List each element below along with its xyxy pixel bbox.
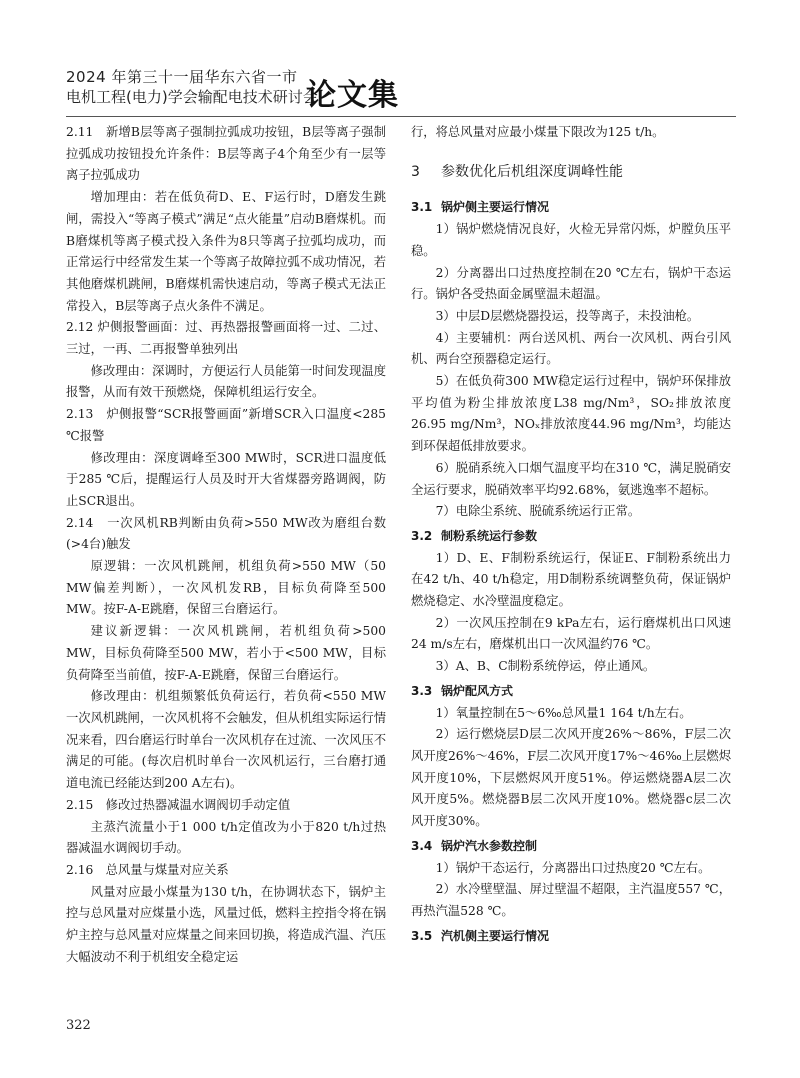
conference-title-line2: 电机工程(电力)学会输配电技术研讨会 [66,88,318,106]
paragraph: 1）锅炉干态运行，分离器出口过热度20 ℃左右。 [435,860,711,875]
heading-text: 参数优化后机组深度调峰性能 [441,163,623,180]
header-rule [66,116,736,117]
subsection-heading [411,681,731,703]
subsection-heading [411,526,731,548]
paragraph: 风量对应最小煤量为130 t/h，在协调状态下，锅炉主控与总风量对应煤量小选，风量过低，燃料主控指令将在锅炉主控与总风量对应煤量之间来回切换，将造成汽温、汽压大幅波动不利于机组安全稳定运 [66,884,386,964]
clause-heading: 2.16 总风量与煤量对应关系 [66,862,229,877]
paragraph: 3）中层D层燃烧器投运，投等离子，未投油枪。 [435,308,700,323]
heading-number: 3 [411,163,420,180]
paragraph: 修改理由：机组频繁低负荷运行，若负荷<550 MW一次风机跳闸，一次风机将不会触发，但从机组实际运行情况来看，四台磨运行时单台一次风机存在过流、一次风压不满足的可能。(每次启机时单台一次风机运行，三台磨打通道电流已经能达到200 A左右)。 [66,689,386,791]
subsection-heading [411,926,731,948]
paragraph: 5）在低负荷300 MW稳定运行过程中，锅炉环保排放平均值为粉尘排放浓度L38 mg/Nm³，SO₂排放浓度26.95 mg/Nm³，NOₓ排放浓度44.96 mg/Nm³，均能达到环保超低排放要求。 [411,374,731,454]
paragraph: 3）A、B、C制粉系统停运，停止通风。 [435,659,656,674]
right-column [411,122,731,947]
clause-heading: 2.11 新增B层等离子强制拉弧成功按钮，B层等离子强制拉弧成功按钮投允许条件：B层等离子4个角至少有一层等离子拉弧成功 [66,125,386,183]
clause-heading: 2.12 炉侧报警画面：过、再热器报警画面将一过、二过、三过，一再、二再报警单独列出 [66,320,386,357]
paragraph: 7）电除尘系统、脱硫系统运行正常。 [435,504,641,519]
clause-heading: 行，将总风量对应最小煤量下限改为125 t/h。 [411,125,665,139]
heading-text: 锅炉侧主要运行情况 [441,200,550,215]
heading-text: 制粉系统运行参数 [441,528,538,543]
paragraph: 1）D、E、F制粉系统运行，保证E、F制粉系统出力在42 t/h、40 t/h稳定，用D制粉系统调整负荷，保证锅炉燃烧稳定、水冷壁温度稳定。 [411,550,731,609]
paragraph: 2）水冷壁壁温、屏过壁温不超限，主汽温度557 ℃，再热汽温528 ℃。 [411,882,731,918]
page-header [66,66,746,118]
heading-text: 汽机侧主要运行情况 [441,928,550,943]
section-heading [411,162,731,184]
proceedings-label: 论文集 [306,78,399,113]
heading-number: 3.1 [411,200,433,215]
clause-heading: 2.14 一次风机RB判断由负荷>550 MW改为磨组台数(>4台)触发 [66,515,386,552]
heading-number: 3.3 [411,683,433,698]
subsection-heading [411,836,731,858]
conference-title-line1: 2024 年第三十一届华东六省一市 [66,68,298,86]
left-column [66,122,386,968]
clause-heading: 2.13 炉侧报警“SCR报警画面”新增SCR入口温度<285 ℃报警 [66,407,386,443]
paragraph: 主蒸汽流量小于1 000 t/h定值改为小于820 t/h过热器减温水调阀切手动。 [66,819,386,856]
heading-text: 锅炉汽水参数控制 [441,838,538,853]
page-number: 322 [66,1018,91,1033]
heading-number: 3.5 [411,928,433,943]
clause-heading: 2.15 修改过热器减温水调阀切手动定值 [66,797,291,812]
paragraph: 原逻辑：一次风机跳闸，机组负荷>550 MW（50 MW偏差判断），一次风机发RB，目标负荷降至500 MW。按F-A-E跳磨，保留三台磨运行。 [66,559,386,617]
paragraph: 6）脱硝系统入口烟气温度平均在310 ℃，满足脱硝安全运行要求，脱硝效率平均92.68%，氨逃逸率不超标。 [411,460,731,497]
heading-text: 锅炉配风方式 [441,683,514,698]
paragraph: 2）一次风压控制在9 kPa左右，运行磨煤机出口风速24 m/s左右，磨煤机出口一次风温约76 ℃。 [411,615,731,652]
paragraph: 建议新逻辑：一次风机跳闸，若机组负荷>500 MW，目标负荷降至500 MW，若小于<500 MW，目标负荷降至当前值，按F-A-E跳磨，保留三台磨运行。 [66,624,386,682]
heading-number: 3.4 [411,838,433,853]
paragraph: 2）运行燃烧层D层二次风开度26%～86%，F层二次风开度26%～46%，F层二次风开度17%～46‰上层燃烬风开度10%，下层燃烬风开度51%。停运燃烧器A层二次风开度5%。燃烧器B层二次风开度10%。燃烧器c层二次风开度30%。 [411,727,731,829]
paragraph: 修改理由：深度调峰至300 MW时，SCR进口温度低于285 ℃后，提醒运行人员及时开大省煤器旁路调阀，防止SCR退出。 [66,450,386,508]
paragraph: 1）锅炉燃烧情况良好，火检无异常闪烁，炉膛负压平稳。 [411,222,731,258]
paragraph: 4）主要辅机：两台送风机、两台一次风机、两台引风机、两台空预器稳定运行。 [411,330,731,367]
heading-number: 3.2 [411,528,433,543]
paragraph: 1）氧量控制在5～6‰总风量1 164 t/h左右。 [435,705,692,720]
paragraph: 2）分离器出口过热度控制在20 ℃左右，锅炉干态运行。锅炉各受热面金属壁温未超温。 [411,265,731,302]
paragraph: 增加理由：若在低负荷D、E、F运行时，D磨发生跳闸，需投入“等离子模式”满足“点火能量”启动B磨煤机。而B磨煤机等离子模式投入条件为8只等离子拉弧均成功，而正常运行中经常发生某一个等离子故障拉弧不成功情况，若其他磨煤机跳闸，B磨煤机需快速启动，等离子模式无法正常投入，B层等离子点火条件不满足。 [66,190,386,313]
subsection-heading [411,197,731,219]
paragraph: 修改理由：深调时，方便运行人员能第一时间发现温度报警，从而有效干预燃烧，保障机组运行安全。 [66,363,386,400]
